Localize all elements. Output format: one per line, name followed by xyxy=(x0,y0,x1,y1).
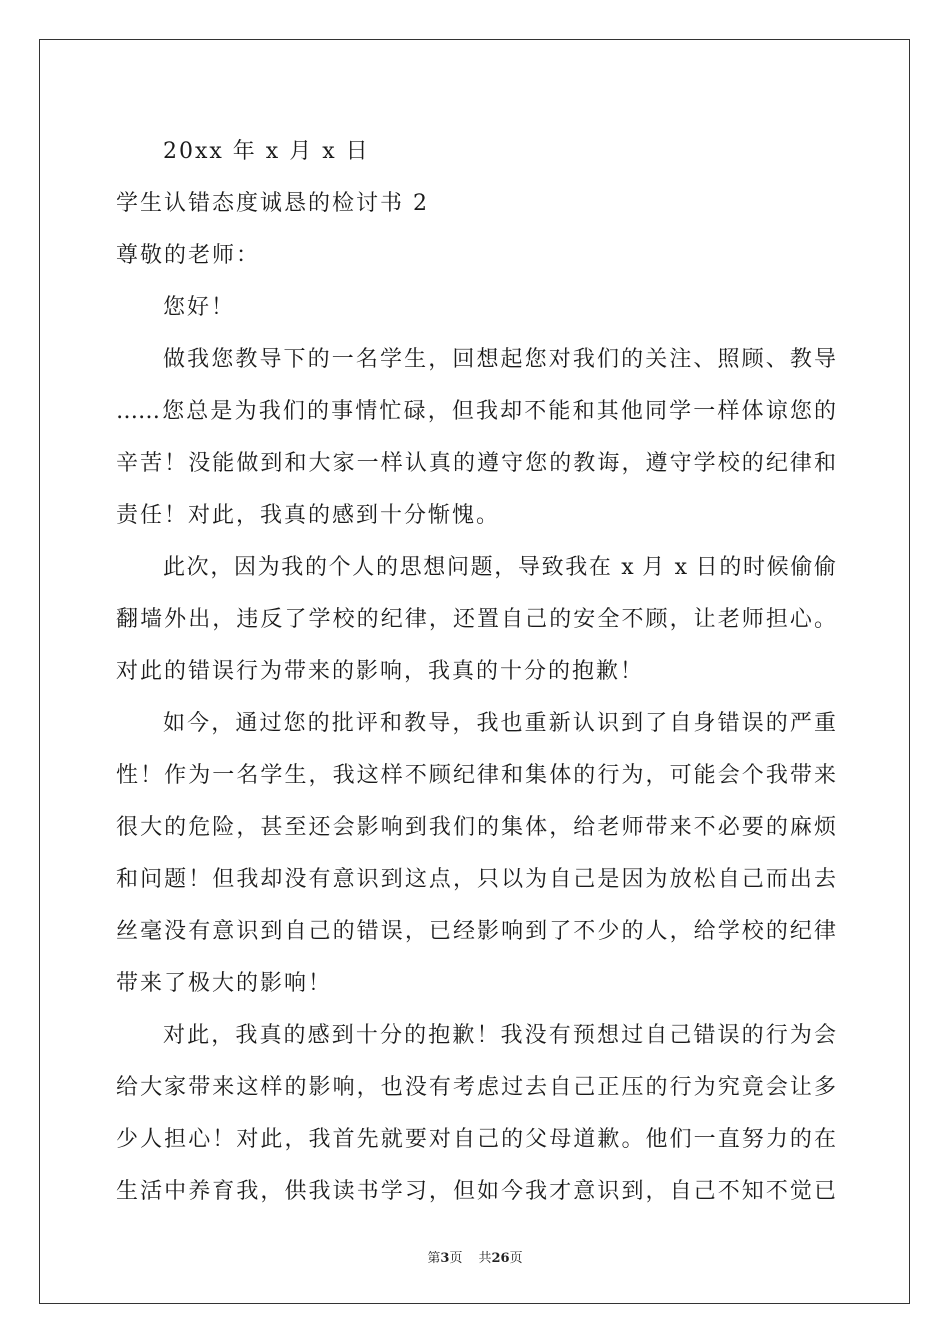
paragraph-1-line-3: 辛苦！没能做到和大家一样认真的遵守您的教诲，遵守学校的纪律和 xyxy=(116,451,836,476)
paragraph-1-line-1: 做我您教导下的一名学生，回想起您对我们的关注、照顾、教导 xyxy=(163,347,836,372)
total-suffix: 页 xyxy=(509,1251,523,1266)
document-title: 学生认错态度诚恳的检讨书 2 xyxy=(116,191,429,216)
paragraph-3-line-1: 如今，通过您的批评和教导，我也重新认识到了自身错误的严重 xyxy=(163,711,836,736)
page-suffix: 页 xyxy=(449,1251,463,1266)
paragraph-1-line-2: ……您总是为我们的事情忙碌，但我却不能和其他同学一样体谅您的 xyxy=(116,399,836,424)
page-current: 3 xyxy=(440,1251,450,1266)
paragraph-3-line-3: 很大的危险，甚至还会影响到我们的集体，给老师带来不必要的麻烦 xyxy=(116,815,836,840)
paragraph-4-line-1: 对此，我真的感到十分的抱歉！我没有预想过自己错误的行为会 xyxy=(163,1023,836,1048)
salutation: 尊敬的老师： xyxy=(116,243,261,268)
paragraph-4-line-4: 生活中养育我，供我读书学习，但如今我才意识到，自己不知不觉已 xyxy=(116,1179,836,1204)
paragraph-1-line-4: 责任！对此，我真的感到十分惭愧。 xyxy=(116,503,501,528)
paragraph-2-line-2: 翻墙外出，违反了学校的纪律，还置自己的安全不顾，让老师担心。 xyxy=(116,607,836,632)
page-footer xyxy=(0,1247,950,1266)
paragraph-3-line-6: 带来了极大的影响！ xyxy=(116,971,333,996)
paragraph-4-line-2: 给大家带来这样的影响，也没有考虑过去自己正压的行为究竟会让多 xyxy=(116,1075,836,1100)
paragraph-3-line-4: 和问题！但我却没有意识到这点，只以为自己是因为放松自己而出去 xyxy=(116,867,836,892)
paragraph-4-line-3: 少人担心！对此，我首先就要对自己的父母道歉。他们一直努力的在 xyxy=(116,1127,836,1152)
paragraph-3-line-2: 性！作为一名学生，我这样不顾纪律和集体的行为，可能会个我带来 xyxy=(116,763,836,788)
paragraph-2-line-3: 对此的错误行为带来的影响，我真的十分的抱歉！ xyxy=(116,659,645,684)
paragraph-3-line-5: 丝毫没有意识到自己的错误，已经影响到了不少的人，给学校的纪律 xyxy=(116,919,836,944)
document-body xyxy=(116,130,836,1222)
greeting: 您好！ xyxy=(163,295,236,320)
letter-date: 20xx 年 x 月 x 日 xyxy=(163,139,370,164)
total-prefix: 共 xyxy=(478,1251,492,1266)
page-prefix: 第 xyxy=(427,1251,441,1266)
paragraph-2-line-1: 此次，因为我的个人的思想问题，导致我在 x 月 x 日的时候偷偷 xyxy=(163,555,836,580)
page-total: 26 xyxy=(491,1251,510,1266)
